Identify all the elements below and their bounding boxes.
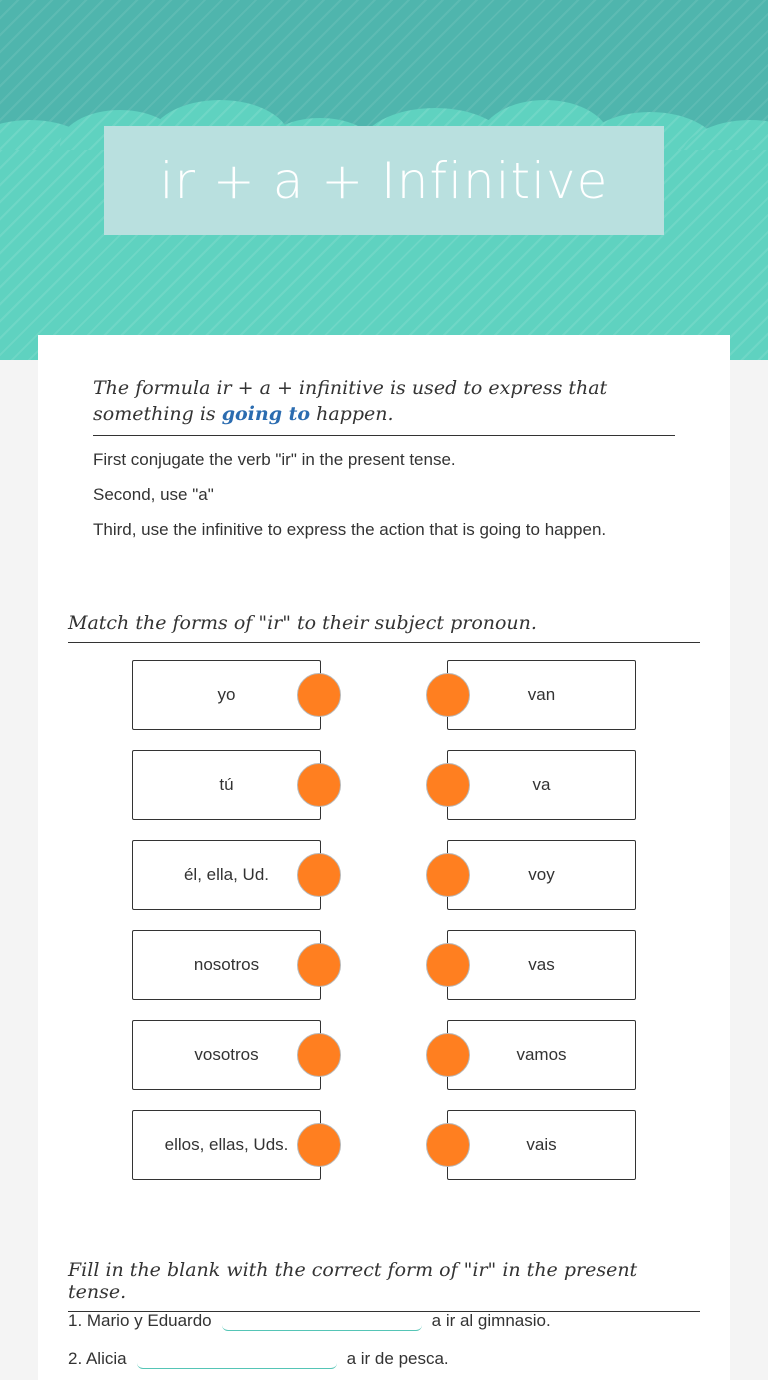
intro-heading-emphasis: going to: [221, 403, 311, 425]
intro-line: Second, use "a": [93, 485, 214, 504]
match-connector-dot[interactable]: [426, 943, 470, 987]
intro-heading: [93, 375, 675, 436]
fill-item-prefix: 2. Alicia: [68, 1349, 127, 1368]
intro-line: Third, use the infinitive to express the action that is going to happen.: [93, 520, 607, 539]
match-heading: Match the forms of "ir" to their subject pronoun.: [68, 612, 700, 643]
match-right-item[interactable]: van: [447, 660, 636, 730]
match-left-item[interactable]: vosotros: [132, 1020, 321, 1090]
match-right-item[interactable]: vas: [447, 930, 636, 1000]
title-banner: [104, 126, 664, 235]
match-connector-dot[interactable]: [297, 673, 341, 717]
fill-item-prefix: 1. Mario y Eduardo: [68, 1311, 212, 1330]
match-left-item[interactable]: él, ella, Ud.: [132, 840, 321, 910]
match-right-item[interactable]: va: [447, 750, 636, 820]
match-right-item[interactable]: voy: [447, 840, 636, 910]
fill-item-suffix: a ir al gimnasio.: [431, 1311, 551, 1330]
fill-item-suffix: a ir de pesca.: [346, 1349, 449, 1368]
match-connector-dot[interactable]: [297, 1123, 341, 1167]
match-left-item[interactable]: tú: [132, 750, 321, 820]
match-connector-dot[interactable]: [297, 1033, 341, 1077]
match-connector-dot[interactable]: [426, 1033, 470, 1077]
match-right-item[interactable]: vais: [447, 1110, 636, 1180]
match-connector-dot[interactable]: [426, 673, 470, 717]
intro-heading-text-end: happen.: [310, 403, 394, 425]
match-connector-dot[interactable]: [297, 853, 341, 897]
match-connector-dot[interactable]: [297, 943, 341, 987]
fill-item: [68, 1307, 551, 1331]
match-left-item[interactable]: ellos, ellas, Uds.: [132, 1110, 321, 1180]
match-connector-dot[interactable]: [426, 1123, 470, 1167]
fill-blank-input[interactable]: [137, 1345, 337, 1369]
intro-section: [93, 375, 675, 541]
match-connector-dot[interactable]: [297, 763, 341, 807]
fill-item: [68, 1345, 449, 1369]
match-left-item[interactable]: yo: [132, 660, 321, 730]
match-connector-dot[interactable]: [426, 853, 470, 897]
fill-heading: Fill in the blank with the correct form of "ir" in the present tense.: [68, 1259, 700, 1312]
match-right-item[interactable]: vamos: [447, 1020, 636, 1090]
page-title: ir + a + Infinitive: [159, 151, 609, 210]
match-connector-dot[interactable]: [426, 763, 470, 807]
match-left-item[interactable]: nosotros: [132, 930, 321, 1000]
fill-blank-input[interactable]: [222, 1307, 422, 1331]
worksheet: [38, 335, 730, 1380]
intro-heading-text: The formula ir + a + infinitive is used to express that something is: [93, 377, 608, 425]
intro-line: First conjugate the verb "ir" in the present tense.: [93, 450, 456, 469]
